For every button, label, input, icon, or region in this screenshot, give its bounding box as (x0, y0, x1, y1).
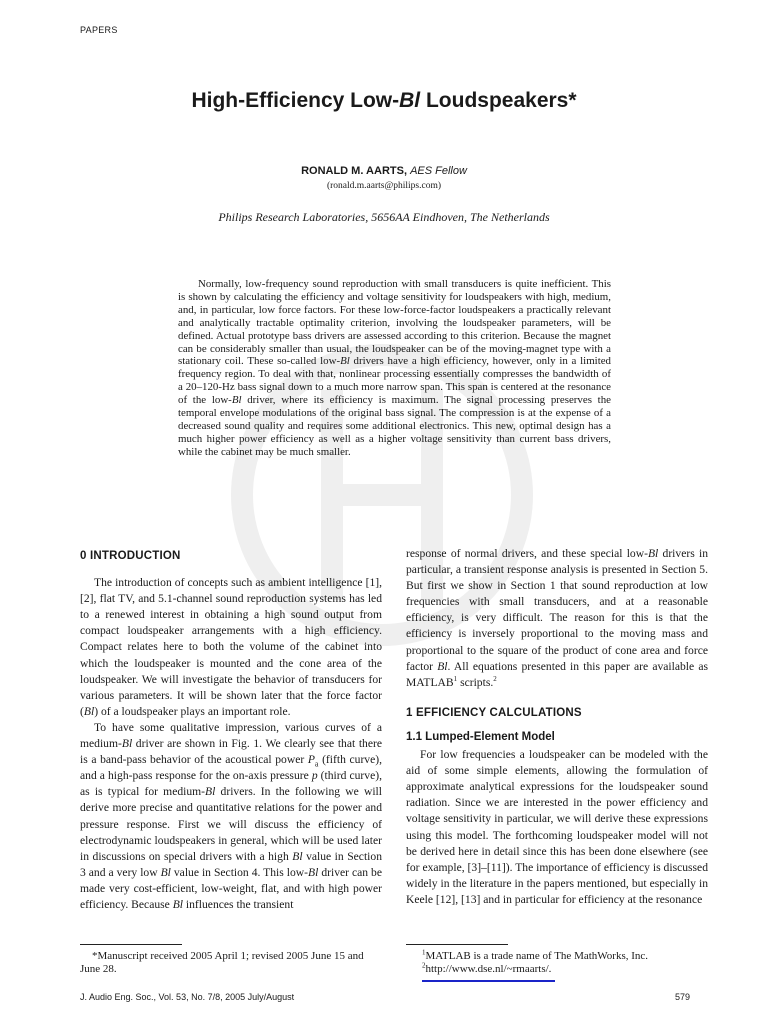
abstract: Normally, low-frequency sound reproduction with small transducers is quite inefficient. This is shown by calculating the efficiency and voltage sensitivity for loudspeakers with high, medium, and, in particular, low force factors. For these low-force-factor loudspeakers a practically relevant and analytically tractable optimality criterion, involving the loudspeaker parameters, will be defined. Actual prototype bass drivers are assessed according to this criterion. Because the magnet can be considerably smaller than usual, the loudspeaker can be of the moving-magnet type with a stationary coil. These so-called low-Bl drivers have a high efficiency, however, only in a limited frequency region. To deal with that, nonlinear processing essentially compresses the bandwidth of a 20–120-Hz bass signal down to a much more narrow span. This span is centered at the resonance of the low-Bl driver, where its efficiency is maximum. The signal processing preserves the temporal envelope modulations of the original bass signal. The compression is at the expense of a decreased sound quality and requires some additional electronics. This new, optimal design has a much higher power efficiency as well as a higher voltage sensitivity than current bass drivers, while the cabinet may be much smaller. (178, 278, 612, 458)
footnote-ref-1: 1 (453, 674, 458, 683)
subsection-heading-lumped-element: 1.1 Lumped-Element Model (406, 730, 555, 743)
footnote-1: $^1$MATLAB is a trade name of The MathWorks, Inc. (422, 948, 649, 962)
footnote-rule-right (406, 944, 508, 945)
section-heading-introduction: 0 INTRODUCTION (80, 550, 181, 562)
affiliation: Philips Research Laboratories, 5656AA Eindhoven, The Netherlands (218, 210, 550, 224)
intro-paragraph-1: The introduction of concepts such as ambient intelligence [1], [2], flat TV, and 5.1-channel sound reproduction systems has led to a renewed interest in obtaining a high sound output from compact loudspeaker arrangements with a high efficiency. Compact relates here to both the volume of the cabinet into which the loudspeaker is mounted and the cone area of the loudspeaker. We will investigate the behavior of transducers for various parameters. It will be shown later that the force factor (Bl) of a loudspeaker plays an important role. (80, 576, 382, 718)
footnote-manuscript: *Manuscript received 2005 April 1; revised 2005 June 15 and June 28. (80, 950, 364, 975)
footnote-2-link[interactable]: http://www.dse.nl/~rmaarts/. (425, 963, 552, 975)
link-underline (422, 980, 555, 982)
author-line (0, 165, 768, 177)
paper-title: High-Efficiency Low-Bl Loudspeakers* (191, 89, 577, 112)
author-role: AES Fellow (410, 165, 467, 177)
footnote-rule-left (80, 944, 182, 945)
author-email: (ronald.m.aarts@philips.com) (326, 181, 441, 191)
intro-paragraph-2: To have some qualitative impression, various curves of a medium-Bl driver are shown in Fig. 1. We clearly see that there is a band-pass behavior of the acoustical power $P_a$ (fifth curve), and a high-pass response for the on-axis pressure p (third curve), as is typical for medium-Bl drivers. In the following we will derive more precise and quantitative relations for the power and pressure response. First we will discuss the efficiency of electrodynamic loudspeakers in general, which will be used later in discussions on special drivers with a high Bl value in Section 3 and a very low Bl value in Section 4. This low-Bl driver can be made very cost-efficient, low-weight, flat, and with high power efficiency. Because Bl influences the transient (80, 720, 383, 911)
left-column (80, 546, 382, 913)
author-name: RONALD M. AARTS, (301, 165, 407, 177)
page-number: 579 (674, 992, 690, 1002)
right-column (406, 546, 708, 908)
lumped-element-paragraph: For low frequencies a loudspeaker can be modeled with the aid of some simple elements, allowing the formulation of approximate analytical expressions for the loudspeaker sound radiation. Since we are interested in the power efficiency and voltage sensitivity in particular, we will derive these expressions using this model. The forthcoming loudspeaker model will not be derived here in detail since this has been done elsewhere (see for example, [3]–[11]). The importance of efficiency is discussed widely in the literature in the papers mentioned, but especially in Keele [12], [13] and in particular for efficiency at the resonance (406, 748, 708, 906)
footnote-ref-2: 2 (493, 674, 497, 683)
journal-citation: J. Audio Eng. Soc., Vol. 53, No. 7/8, 2005 July/August (80, 992, 295, 1002)
footnotes-right (406, 950, 708, 976)
section-heading-efficiency: 1 EFFICIENCY CALCULATIONS (406, 706, 582, 719)
footnote-2: $^2$http://www.dse.nl/~rmaarts/. (422, 961, 552, 975)
section-tag: PAPERS (80, 25, 118, 35)
intro-paragraph-continued: response of normal drivers, and these special low-Bl drivers in particular, a transient response analysis is presented in Section 5. But first we show in Section 1 that sound reproduction at low frequencies with small transducers, and at a reasonable efficiency, is very difficult. The reason for this is that the efficiency is inversely proportional to the moving mass and proportional to the square of the product of cone area and force factor Bl. All equations presented in this paper are available as MATLAB$^1$ scripts.$^2$ (406, 547, 708, 689)
